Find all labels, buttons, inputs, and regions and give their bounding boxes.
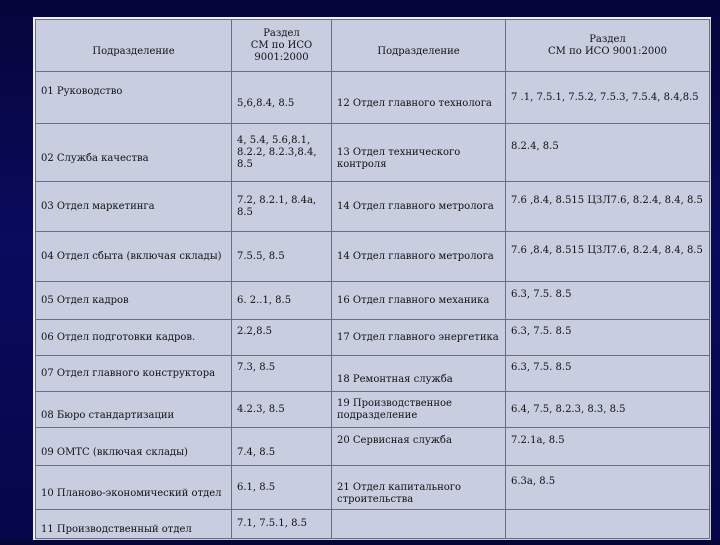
header-department <box>36 20 232 72</box>
table-row <box>36 232 710 282</box>
row-10-dept: 10 Планово-экономический отдел <box>36 472 232 516</box>
iso-sections-table <box>35 19 710 539</box>
row-6-section-2: 6.3, 7.5. 8.5 <box>506 314 710 350</box>
row-1-dept: 01 Руководство <box>36 66 232 118</box>
header-section-line2: СМ по ИСО <box>250 39 313 51</box>
row-4-section-2: 7.6 ,8.4, 8.515 ЦЗЛ7.6, 8.2.4, 8.4, 8.5 <box>506 226 710 276</box>
row-11-dept: 11 Производственный отдел <box>36 516 232 545</box>
row-9-section-2: 7.2.1а, 8.5 <box>506 422 710 460</box>
row-10-dept-2: 21 Отдел капитального строительства <box>332 472 506 516</box>
row-7-dept: 07 Отдел главного конструктора <box>36 356 232 392</box>
row-5-section: 6. 2..1, 8.5 <box>232 282 332 320</box>
row-2-dept-2: 13 Отдел технического контроля <box>332 130 506 188</box>
row-2-section: 4, 5.4, 5.6,8.1, 8.2.2, 8.2.3,8.4, 8.5 <box>232 124 332 182</box>
table-row <box>36 182 710 232</box>
row-9-dept: 09 ОМТС (включая склады) <box>36 434 232 472</box>
row-6-dept-2: 17 Отдел главного энергетика <box>332 320 506 356</box>
row-1-section: 5,6,8.4, 8.5 <box>232 78 332 130</box>
header-department-2 <box>332 20 506 72</box>
row-9-section: 7.4, 8.5 <box>232 434 332 472</box>
header-section-line1: Раздел <box>263 27 300 39</box>
row-11-section-2 <box>506 510 710 539</box>
row-3-dept: 03 Отдел маркетинга <box>36 182 232 232</box>
table-row <box>36 466 710 510</box>
row-7-dept-2: 18 Ремонтная служба <box>332 362 506 398</box>
row-8-section-2: 6.4, 7.5, 8.2.3, 8.3, 8.5 <box>506 392 710 428</box>
row-5-section-2: 6.3, 7.5. 8.5 <box>506 276 710 314</box>
row-3-dept-2: 14 Отдел главного метролога <box>332 182 506 232</box>
row-5-dept-2: 16 Отдел главного механика <box>332 282 506 320</box>
row-9-dept-2: 20 Сервисная служба <box>332 422 506 460</box>
header-department-2-label: Подразделение <box>377 45 460 57</box>
row-10-section: 6.1, 8.5 <box>232 466 332 510</box>
header-section-2-line1: Раздел <box>589 33 626 45</box>
row-4-dept: 04 Отдел сбыта (включая склады) <box>36 232 232 282</box>
row-6-section: 2.2,8.5 <box>232 314 332 350</box>
table-row <box>36 124 710 182</box>
row-7-section: 7.3, 8.5 <box>232 350 332 386</box>
row-5-dept: 05 Отдел кадров <box>36 282 232 320</box>
row-8-dept: 08 Бюро стандартизации <box>36 398 232 434</box>
row-11-section: 7.1, 7.5.1, 8.5 <box>232 510 332 539</box>
row-8-dept-2: 19 Производственное подразделение <box>332 392 506 428</box>
row-2-section-2: 8.2.4, 8.5 <box>506 118 710 176</box>
row-3-section: 7.2, 8.2.1, 8.4а, 8.5 <box>232 182 332 232</box>
row-10-section-2: 6.3а, 8.5 <box>506 460 710 504</box>
row-2-dept: 02 Служба качества <box>36 130 232 188</box>
header-row <box>36 20 710 72</box>
row-4-section: 7.5.5, 8.5 <box>232 232 332 282</box>
table-row <box>36 72 710 124</box>
header-section-2-line2: СМ по ИСО 9001:2000 <box>548 45 667 57</box>
table-row <box>36 356 710 392</box>
row-8-section: 4.2.3, 8.5 <box>232 392 332 428</box>
row-6-dept: 06 Отдел подготовки кадров. <box>36 320 232 356</box>
row-1-dept-2: 12 Отдел главного технолога <box>332 78 506 130</box>
header-section <box>232 20 332 72</box>
header-department-label: Подразделение <box>92 45 175 57</box>
header-section-2 <box>506 20 710 72</box>
row-3-section-2: 7.6 ,8.4, 8.515 ЦЗЛ7.6, 8.2.4, 8.4, 8.5 <box>506 176 710 226</box>
row-7-section-2: 6.3, 7.5. 8.5 <box>506 350 710 386</box>
header-section-line3: 9001:2000 <box>254 51 309 63</box>
row-4-dept-2: 14 Отдел главного метролога <box>332 232 506 282</box>
row-1-section-2: 7 .1, 7.5.1, 7.5.2, 7.5.3, 7.5.4, 8.4,8.5 <box>506 72 710 124</box>
